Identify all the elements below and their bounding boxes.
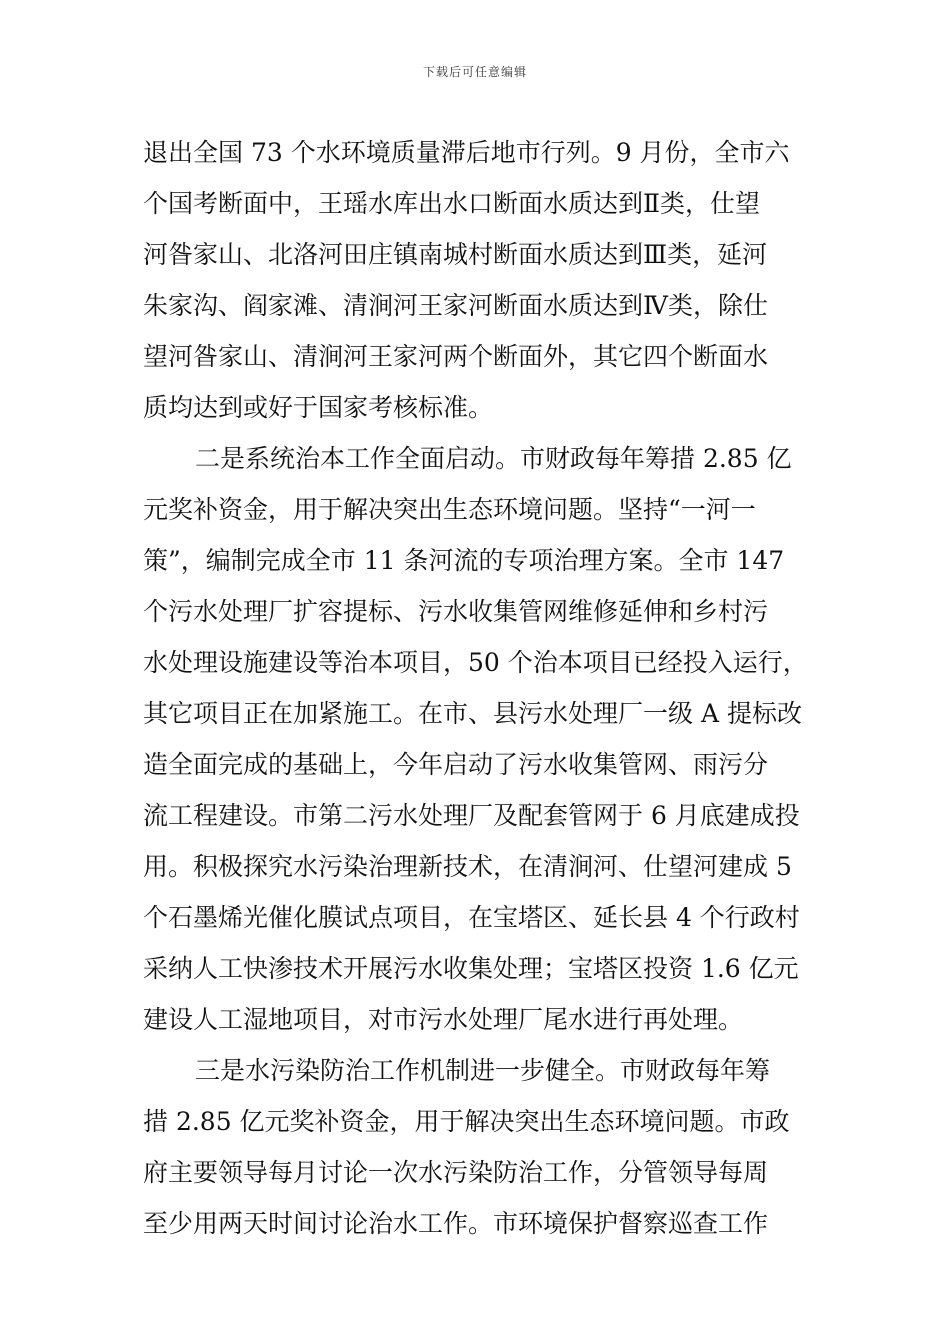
document-body <box>143 127 823 1249</box>
paragraph-1-line: 朱家沟、阎家滩、清涧河王家河断面水质达到Ⅳ类，除仕 <box>143 291 768 320</box>
paragraph-1-line: 河昝家山、北洛河田庄镇南城村断面水质达到Ⅲ类，延河 <box>143 240 768 269</box>
paragraph-2-line: 个石墨烯光催化膜试点项目，在宝塔区、延长县 4 个行政村 <box>143 903 800 932</box>
paragraph-1-line: 望河昝家山、清涧河王家河两个断面外，其它四个断面水 <box>143 342 769 371</box>
paragraph-2-line: 用。积极探究水污染治理新技术，在清涧河、仕望河建成 5 <box>143 852 792 881</box>
paragraph-2-line: 造全面完成的基础上，今年启动了污水收集管网、雨污分 <box>143 750 769 779</box>
paragraph-2-line: 二是系统治本工作全面启动。市财政每年筹措 2.85 亿 <box>195 444 792 473</box>
paragraph-3-line: 府主要领导每月讨论一次水污染防治工作，分管领导每周 <box>143 1158 769 1187</box>
paragraph-2-line: 元奖补资金，用于解决突出生态环境问题。坚持“一河一 <box>143 495 756 524</box>
paragraph-2-line: 流工程建设。市第二污水处理厂及配套管网于 6 月底建成投 <box>143 801 800 830</box>
paragraph-1-line: 退出全国 73 个水环境质量滞后地市行列。9 月份，全市六 <box>143 138 790 167</box>
paragraph-3-line: 三是水污染防治工作机制进一步健全。市财政每年筹 <box>195 1056 771 1085</box>
paragraph-2-line: 水处理设施建设等治本项目，50 个治本项目已经投入运行， <box>143 648 808 677</box>
paragraph-3-line: 措 2.85 亿元奖补资金，用于解决突出生态环境问题。市政 <box>143 1107 790 1136</box>
paragraph-2-line: 采纳人工快渗技术开展污水收集处理；宝塔区投资 1.6 亿元 <box>143 954 799 983</box>
paragraph-2-line: 建设人工湿地项目，对市污水处理厂尾水进行再处理。 <box>143 1005 744 1034</box>
paragraph-2-line: 个污水处理厂扩容提标、污水收集管网维修延伸和乡村污 <box>143 597 769 626</box>
paragraph-2-line: 策”，编制完成全市 11 条河流的专项治理方案。全市 147 <box>143 546 785 575</box>
paragraph-2-line: 其它项目正在加紧施工。在市、县污水处理厂一级 A 提标改 <box>143 699 802 728</box>
paragraph-3-line: 至少用两天时间讨论治水工作。市环境保护督察巡查工作 <box>143 1209 769 1238</box>
paragraph-1-line: 质均达到或好于国家考核标准。 <box>143 393 494 422</box>
page-header: 下载后可任意编辑 <box>422 65 527 79</box>
paragraph-1-line: 个国考断面中，王瑶水库出水口断面水质达到Ⅱ类，仕望 <box>143 189 760 218</box>
